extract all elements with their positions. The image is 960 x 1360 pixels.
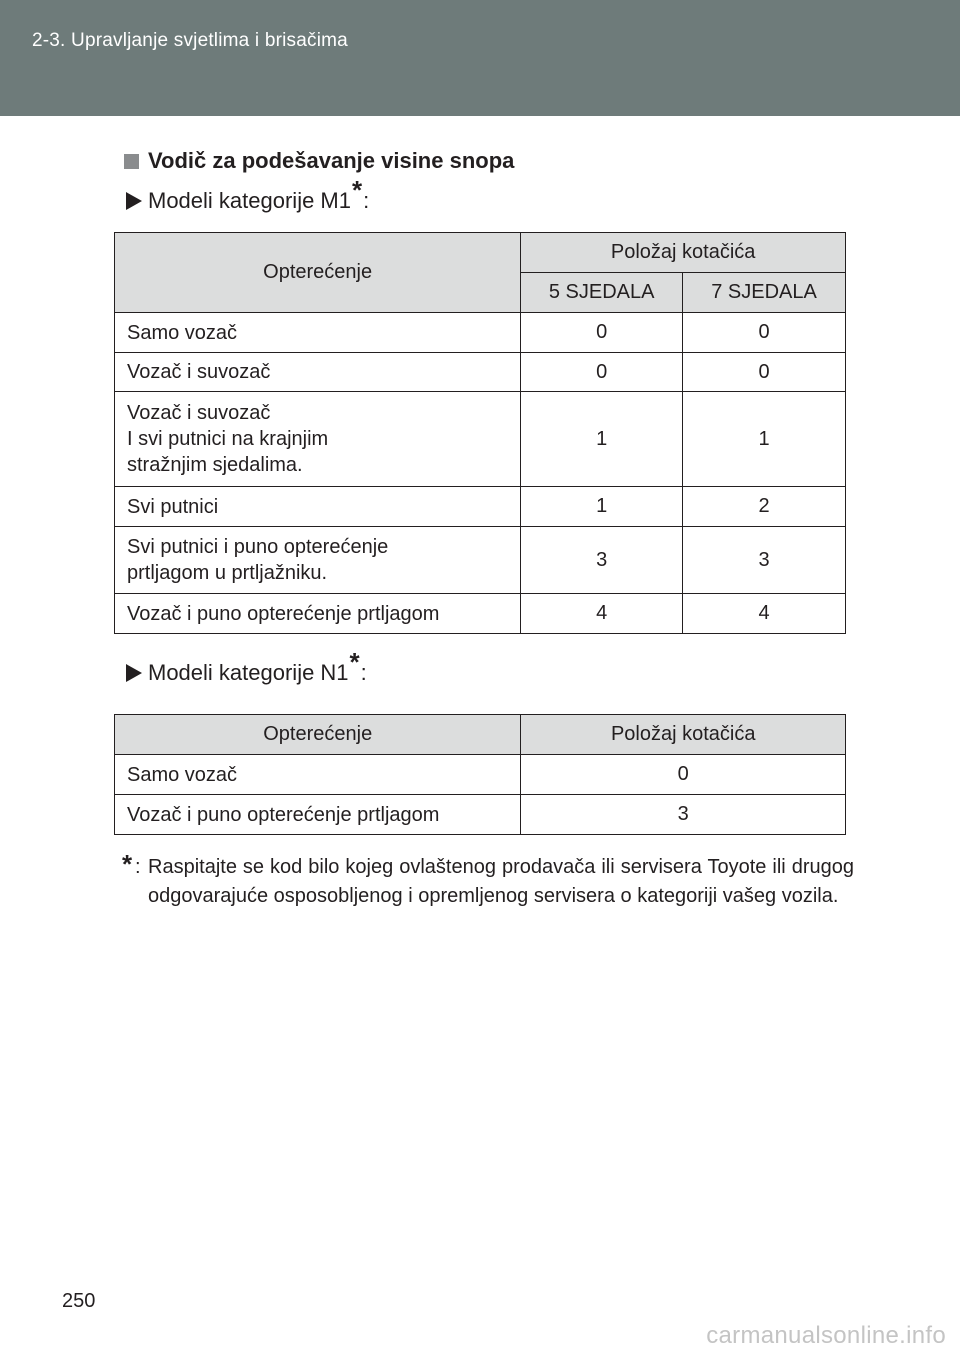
n1-heading-colon: : [360, 660, 367, 685]
position-7-seats-cell: 2 [683, 487, 846, 527]
load-cell: Vozač i suvozač I svi putnici na krajnjim stražnjim sjedalima. [115, 392, 521, 487]
table-row [115, 795, 846, 835]
position-5-seats-cell: 1 [521, 487, 683, 527]
position-5-seats-cell: 1 [521, 392, 683, 487]
chapter-header-bar [0, 0, 960, 116]
position-7-seats-cell: 1 [683, 392, 846, 487]
table-row [115, 487, 846, 527]
footnote [122, 849, 854, 911]
position-5-seats-cell: 4 [521, 594, 683, 634]
position-cell: 3 [521, 795, 846, 835]
m1-col-position-header: Položaj kotačića [521, 233, 846, 273]
square-bullet-icon [124, 154, 139, 169]
m1-heading [126, 175, 370, 215]
position-5-seats-cell: 3 [521, 527, 683, 594]
n1-heading [126, 647, 367, 687]
load-cell: Svi putnici [115, 487, 521, 527]
position-7-seats-cell: 4 [683, 594, 846, 634]
load-cell: Svi putnici i puno opterećenje prtljagom u prtljažniku. [115, 527, 521, 594]
m1-subheader-7-seats: 7 SJEDALA [683, 273, 846, 313]
triangle-bullet-icon [126, 192, 142, 210]
m1-col-load-header: Opterećenje [115, 233, 521, 313]
asterisk-icon: * [351, 175, 363, 205]
m1-subheader-5-seats: 5 SJEDALA [521, 273, 683, 313]
m1-heading-colon: : [363, 188, 370, 213]
position-cell: 0 [521, 755, 846, 795]
load-cell: Samo vozač [115, 755, 521, 795]
n1-col-position-header: Položaj kotačića [521, 715, 846, 755]
load-cell: Vozač i puno opterećenje prtljagom [115, 795, 521, 835]
position-7-seats-cell: 3 [683, 527, 846, 594]
position-5-seats-cell: 0 [521, 313, 683, 353]
chapter-breadcrumb: 2-3. Upravljanje svjetlima i brisačima [32, 30, 348, 51]
footnote-text: Raspitajte se kod bilo kojeg ovlaštenog prodavača ili servisera Toyote ili drugog odgovarajuće osposobljenog i opremljenog servisera o kategoriji vašeg vozila. [148, 856, 854, 907]
table-row [115, 353, 846, 392]
n1-load-table [114, 714, 846, 835]
load-cell: Vozač i suvozač [115, 353, 521, 392]
load-cell: Vozač i puno opterećenje prtljagom [115, 594, 521, 634]
table-row [115, 313, 846, 353]
m1-load-table [114, 232, 846, 634]
asterisk-icon: * [349, 647, 360, 677]
footnote-asterisk: * [122, 849, 133, 879]
watermark: carmanualsonline.info [706, 1322, 946, 1349]
section-title-text: Vodič za podešavanje visine snopa [148, 148, 515, 173]
m1-heading-text: Modeli kategorije M1 [148, 188, 351, 213]
table-row [115, 392, 846, 487]
triangle-bullet-icon [126, 664, 142, 682]
page-number: 250 [62, 1290, 96, 1312]
table-row [115, 527, 846, 594]
n1-col-load-header: Opterećenje [115, 715, 521, 755]
table-row [115, 594, 846, 634]
table-row [115, 755, 846, 795]
position-5-seats-cell: 0 [521, 353, 683, 392]
footnote-colon: : [135, 856, 141, 878]
position-7-seats-cell: 0 [683, 313, 846, 353]
load-cell: Samo vozač [115, 313, 521, 353]
n1-heading-text: Modeli kategorije N1 [148, 660, 349, 685]
section-heading [124, 148, 514, 174]
position-7-seats-cell: 0 [683, 353, 846, 392]
